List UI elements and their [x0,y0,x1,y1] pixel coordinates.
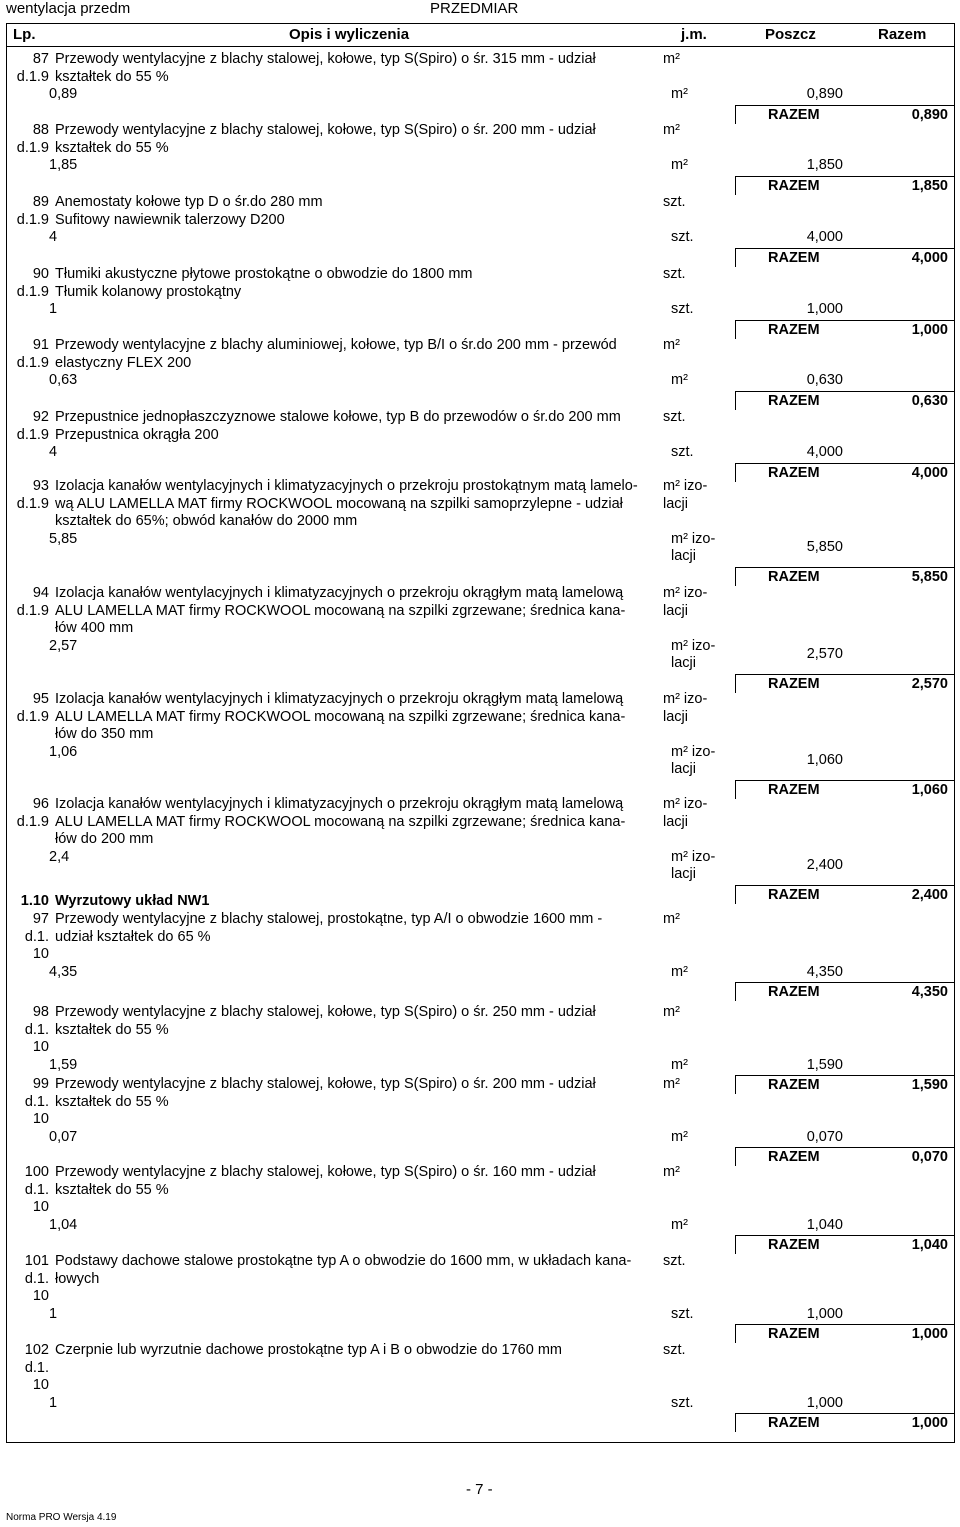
item-unit: m² izo- [663,585,708,601]
item-unit: lacji [663,495,688,512]
razem-value: 2,400 [911,886,948,903]
item-description: kształtek do 55 % [55,1093,169,1110]
qty-total: 1,000 [806,301,843,317]
item-unit: szt. [663,266,686,282]
item-description: Przewody wentylacyjne z blachy aluminiowej, kołowe, typ B/I o śr.do 200 mm - przewód [55,337,617,353]
item-description: łowych [55,1270,100,1287]
item-description: kształtek do 55 % [55,1181,169,1198]
item-number: 88 [32,122,49,138]
col-poszcz: Poszcz [765,26,816,43]
item-unit: m² izo- [663,691,708,707]
razem-box [735,248,954,267]
item-code: d.1.9 [16,354,49,371]
razem-box [735,982,954,1001]
item-description: Przepustnice jednopłaszczyznowe stalowe kołowe, typ B do przewodów o śr.do 200 mm [55,409,621,425]
item-unit: m² [663,51,680,67]
item-number: 94 [32,585,49,601]
item-code: d.1. [24,1270,49,1287]
col-razem: Razem [878,26,927,43]
item-unit: m² [663,1076,680,1092]
razem-label: RAZEM [768,1415,820,1431]
qty-value: 4 [49,229,58,245]
item-description: łów 400 mm [55,620,134,636]
item-description: Przewody wentylacyjne z blachy stalowej, prostokątne, typ A/I o obwodzie 1600 mm - [55,911,603,927]
cost-table [6,23,955,1443]
item-code: d.1.9 [16,495,49,512]
qty-total: 1,000 [806,1394,843,1411]
item-description: Izolacja kanałów wentylacyjnych i klimatyzacyjnych o przekroju okrągłym matą lamelową [55,796,624,812]
razem-value: 1,000 [911,1415,948,1431]
qty-value: 1 [49,1305,58,1322]
qty-total: 2,570 [806,645,843,662]
qty-unit: m² [671,86,688,102]
item-code-cont: 10 [32,946,49,962]
razem-label: RAZEM [768,106,820,123]
col-lp: Lp. [13,26,36,43]
razem-value: 4,000 [911,249,948,266]
item-description: Sufitowy nawiewnik talerzowy D200 [55,211,285,228]
item-unit: szt. [663,409,686,425]
item-code-cont: 10 [32,1199,49,1215]
qty-value: 2,57 [49,637,78,654]
qty-unit-cont: lacji [671,761,696,777]
software-name: Norma PRO Wersja 4.19 [6,1512,117,1523]
item-description: Izolacja kanałów wentylacyjnych i klimatyzacyjnych o przekroju prostokątnym matą lamelo- [55,478,638,494]
razem-value: 0,630 [911,392,948,409]
item-description: Tłumik kolanowy prostokątny [55,283,242,300]
qty-total: 5,850 [806,538,843,555]
qty-unit: m² [671,1056,688,1073]
qty-total: 4,000 [806,229,843,245]
qty-value: 0,07 [49,1128,78,1145]
razem-value: 1,000 [911,321,948,338]
item-number: 87 [32,51,49,67]
qty-value: 5,85 [49,530,78,547]
item-code: d.1.9 [16,426,49,443]
qty-unit: m² [671,1128,688,1145]
item-description: Izolacja kanałów wentylacyjnych i klimatyzacyjnych o przekroju okrągłym matą lamelową [55,585,624,601]
item-unit: m² [663,911,680,927]
razem-label: RAZEM [768,177,820,194]
item-description: Przepustnica okrągła 200 [55,426,219,443]
item-number: 97 [32,911,49,927]
item-description: Podstawy dachowe stalowe prostokątne typ A o obwodzie do 1600 mm, w układach kana- [55,1253,632,1269]
razem-box [735,463,954,482]
razem-label: RAZEM [768,781,820,798]
item-unit: m² izo- [663,796,708,812]
qty-unit: szt. [671,444,694,460]
item-description: łów do 350 mm [55,726,154,742]
item-description: łów do 200 mm [55,831,154,847]
item-number: 90 [32,266,49,282]
qty-unit: szt. [671,1305,694,1322]
item-unit: m² [663,1164,680,1180]
qty-value: 0,89 [49,86,78,102]
item-unit: lacji [663,813,688,830]
page-header [6,0,956,20]
qty-unit: szt. [671,1394,694,1411]
item-code: d.1. [24,928,49,945]
header-left: wentylacja przedm [6,0,131,17]
razem-label: RAZEM [768,568,820,585]
razem-box [735,1147,954,1166]
razem-value: 0,890 [911,106,948,123]
col-jm: j.m. [681,26,707,43]
item-description: Tłumiki akustyczne płytowe prostokątne o obwodzie do 1800 mm [55,266,473,282]
razem-value: 4,350 [911,984,948,1000]
razem-label: RAZEM [768,249,820,266]
qty-value: 2,4 [49,848,70,865]
qty-unit: m² [671,372,688,388]
item-unit: szt. [663,1342,686,1358]
item-description: Przewody wentylacyjne z blachy stalowej, kołowe, typ S(Spiro) o śr. 315 mm - udział [55,51,596,67]
razem-value: 1,590 [911,1077,948,1093]
item-unit: m² [663,337,680,353]
item-code-cont: 10 [32,1377,49,1393]
qty-total: 4,350 [806,963,843,980]
razem-box [735,1235,954,1254]
razem-label: RAZEM [768,675,820,692]
razem-value: 5,850 [911,568,948,585]
item-description: wą ALU LAMELLA MAT firmy ROCKWOOL mocowaną na szpilki samoprzylepne - udział [55,495,623,512]
razem-box [735,567,954,586]
section-number: 1.10 [20,893,49,909]
item-description: Przewody wentylacyjne z blachy stalowej, kołowe, typ S(Spiro) o śr. 200 mm - udział [55,1076,596,1092]
item-description: kształtek do 55 % [55,68,169,85]
item-number: 89 [32,194,49,210]
item-description: Anemostaty kołowe typ D o śr.do 280 mm [55,194,323,210]
item-code: d.1.9 [16,68,49,85]
item-description: udział kształtek do 65 % [55,928,211,945]
item-unit: m² [663,1004,680,1020]
item-unit: m² izo- [663,478,708,494]
item-code: d.1.9 [16,602,49,619]
qty-unit: szt. [671,301,694,317]
razem-box [735,780,954,799]
razem-box [735,674,954,693]
item-number: 96 [32,796,49,812]
razem-label: RAZEM [768,886,820,903]
razem-box [735,391,954,410]
item-code-cont: 10 [32,1039,49,1055]
item-description: ALU LAMELLA MAT firmy ROCKWOOL mocowaną na szpilki zgrzewane; średnica kana- [55,602,626,619]
razem-box [735,1413,954,1432]
qty-total: 1,060 [806,751,843,768]
item-description: kształtek do 55 % [55,1021,169,1038]
razem-value: 2,570 [911,675,948,692]
qty-unit-cont: lacji [671,548,696,564]
razem-box [735,176,954,195]
qty-value: 1,59 [49,1056,78,1073]
razem-label: RAZEM [768,464,820,481]
item-description: Przewody wentylacyjne z blachy stalowej, kołowe, typ S(Spiro) o śr. 200 mm - udział [55,122,596,138]
item-description: Przewody wentylacyjne z blachy stalowej, kołowe, typ S(Spiro) o śr. 250 mm - udział [55,1004,596,1020]
qty-total: 1,040 [806,1216,843,1233]
qty-total: 1,590 [806,1056,843,1073]
qty-total: 4,000 [806,444,843,460]
qty-value: 1,85 [49,157,78,173]
item-description: ALU LAMELLA MAT firmy ROCKWOOL mocowaną na szpilki zgrzewane; średnica kana- [55,708,626,725]
item-code: d.1. [24,1359,49,1376]
item-code: d.1.9 [16,708,49,725]
qty-value: 1 [49,1394,58,1411]
item-code: d.1.9 [16,813,49,830]
qty-total: 0,070 [806,1128,843,1145]
item-code: d.1.9 [16,283,49,300]
item-description: kształtek do 55 % [55,139,169,156]
qty-value: 1,06 [49,743,78,760]
qty-unit-cont: lacji [671,655,696,671]
razem-label: RAZEM [768,1149,820,1165]
header-center: PRZEDMIAR [430,0,519,17]
item-unit: szt. [663,194,686,210]
razem-label: RAZEM [768,984,820,1000]
qty-value: 1,04 [49,1216,78,1233]
razem-box [735,1075,954,1094]
section-title: Wyrzutowy układ NW1 [55,893,210,909]
item-unit: lacji [663,602,688,619]
razem-value: 1,040 [911,1237,948,1253]
table-header [7,24,954,47]
razem-value: 0,070 [911,1149,948,1165]
item-number: 101 [24,1253,49,1269]
qty-value: 1 [49,301,58,317]
item-code-cont: 10 [32,1288,49,1304]
razem-box [735,105,954,124]
razem-box [735,320,954,339]
razem-value: 1,850 [911,177,948,194]
item-description: ALU LAMELLA MAT firmy ROCKWOOL mocowaną na szpilki zgrzewane; średnica kana- [55,813,626,830]
qty-value: 0,63 [49,372,78,388]
item-code: d.1. [24,1021,49,1038]
qty-total: 1,000 [806,1305,843,1322]
qty-unit: m² [671,963,688,980]
item-number: 102 [24,1342,49,1358]
razem-label: RAZEM [768,1326,820,1342]
item-number: 93 [32,478,49,494]
col-opis: Opis i wyliczenia [289,26,410,43]
razem-value: 1,060 [911,781,948,798]
item-description: elastyczny FLEX 200 [55,354,192,371]
razem-label: RAZEM [768,1237,820,1253]
item-description: Izolacja kanałów wentylacyjnych i klimatyzacyjnych o przekroju okrągłym matą lamelową [55,691,624,707]
qty-total: 1,850 [806,157,843,173]
razem-label: RAZEM [768,392,820,409]
item-number: 95 [32,691,49,707]
qty-total: 0,630 [806,372,843,388]
item-code: d.1. [24,1181,49,1198]
item-number: 99 [32,1076,49,1092]
qty-unit-cont: lacji [671,866,696,882]
qty-unit: m² izo- [671,530,716,547]
qty-unit: m² [671,157,688,173]
qty-total: 2,400 [806,856,843,873]
item-number: 91 [32,337,49,353]
qty-value: 4,35 [49,963,78,980]
razem-label: RAZEM [768,1077,820,1093]
razem-box [735,1324,954,1343]
item-number: 98 [32,1004,49,1020]
qty-unit: m² izo- [671,637,716,654]
item-description: Przewody wentylacyjne z blachy stalowej, kołowe, typ S(Spiro) o śr. 160 mm - udział [55,1164,596,1180]
qty-value: 4 [49,444,58,460]
item-code: d.1. [24,1093,49,1110]
item-code-cont: 10 [32,1111,49,1127]
page-number: - 7 - [466,1481,493,1498]
item-number: 100 [24,1164,49,1180]
qty-unit: m² izo- [671,848,716,865]
razem-label: RAZEM [768,321,820,338]
razem-value: 1,000 [911,1326,948,1342]
item-code: d.1.9 [16,211,49,228]
qty-unit: szt. [671,229,694,245]
item-code: d.1.9 [16,139,49,156]
item-unit: m² [663,122,680,138]
item-unit: lacji [663,708,688,725]
item-number: 92 [32,409,49,425]
razem-value: 4,000 [911,464,948,481]
item-description: kształtek do 65%; obwód kanałów do 2000 mm [55,513,358,529]
qty-unit: m² izo- [671,743,716,760]
qty-total: 0,890 [806,86,843,102]
qty-unit: m² [671,1216,688,1233]
item-unit: szt. [663,1253,686,1269]
item-description: Czerpnie lub wyrzutnie dachowe prostokątne typ A i B o obwodzie do 1760 mm [55,1342,562,1358]
razem-box [735,885,954,904]
